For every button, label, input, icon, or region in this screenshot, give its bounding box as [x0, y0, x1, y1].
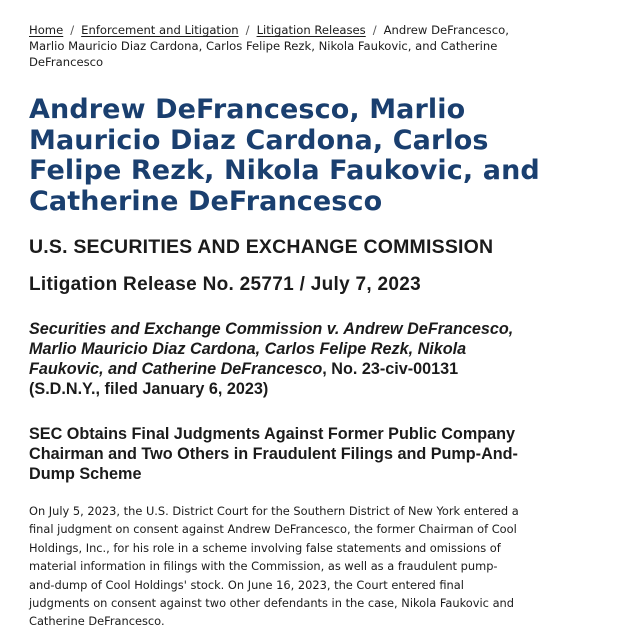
breadcrumb-link-home[interactable]: Home — [29, 23, 64, 37]
release-headline: SEC Obtains Final Judgments Against Former Public Company Chairman and Two Others in Fraudulent Filings and Pump-And-Dump Scheme — [29, 425, 518, 483]
breadcrumb-current: Andrew DeFrancesco, Marlio Mauricio Diaz Cardona, Carlos Felipe Rezk, Nikola Faukovic, and Catherine DeFrancesco — [29, 23, 509, 69]
breadcrumb-separator: / — [372, 23, 377, 37]
case-caption — [29, 319, 529, 399]
main-content — [29, 22, 540, 631]
case-caption-docket: , No. 23-civ-00131 (S.D.N.Y., filed January 6, 2023) — [29, 360, 459, 398]
release-number: Litigation Release No. 25771 / July 7, 2023 — [29, 274, 422, 295]
breadcrumb-separator: / — [70, 23, 75, 37]
page-title: Andrew DeFrancesco, Marlio Mauricio Diaz Cardona, Carlos Felipe Rezk, Nikola Faukovic, and Catherine DeFrancesco — [29, 94, 540, 217]
breadcrumb-link-enforcement[interactable]: Enforcement and Litigation — [81, 23, 239, 37]
agency-name: U.S. SECURITIES AND EXCHANGE COMMISSION — [29, 236, 494, 258]
breadcrumb — [29, 22, 529, 70]
breadcrumb-separator: / — [245, 23, 250, 37]
release-body: On July 5, 2023, the U.S. District Court for the Southern District of New York entered a final judgment on consent against Andrew DeFrancesco, the former Chairman of Cool Holdings, Inc., for his role in a scheme involving false statements and omissions of material information in filings with the Commission, as well as a fraudulent pump-and-dump of Cool Holdings' stock. On June 16, 2023, the Court entered final judgments on consent against two other defendants in the case, Nikola Faukovic and Catherine DeFrancesco. — [29, 504, 519, 629]
case-caption-parties: Securities and Exchange Commission v. Andrew DeFrancesco, Marlio Mauricio Diaz Cardona, Carlos Felipe Rezk, Nikola Faukovic, and Catherine DeFrancesco — [29, 320, 514, 378]
breadcrumb-link-litigation-releases[interactable]: Litigation Releases — [256, 23, 366, 37]
